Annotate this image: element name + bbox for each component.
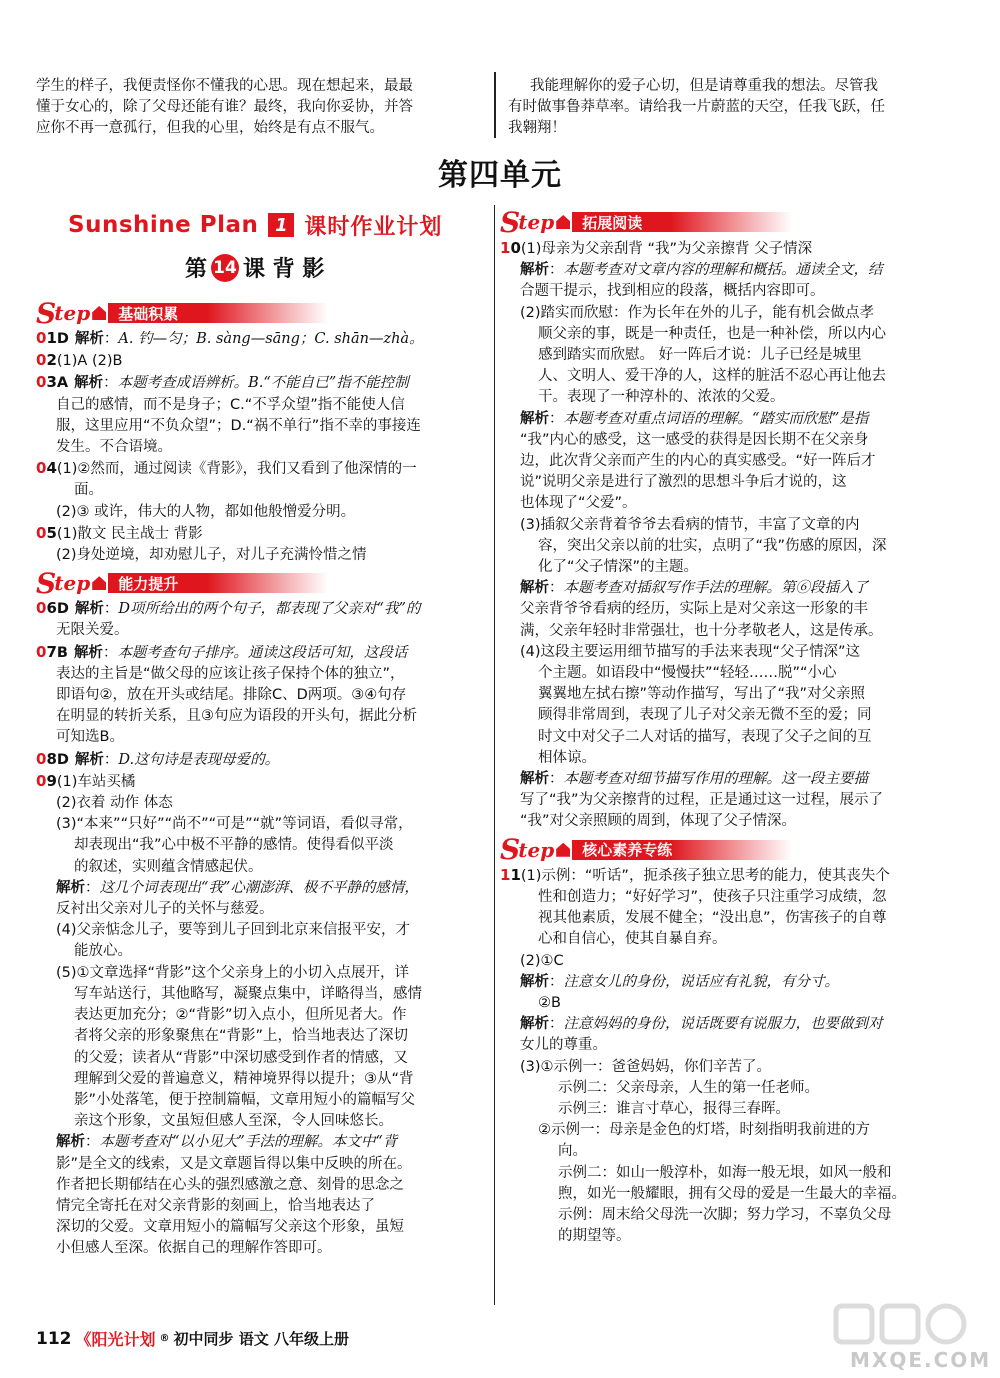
text-line xyxy=(36,685,484,706)
line-text: 表达的主旨是“做父母的应该让孩子保持个体的独立”， xyxy=(56,665,405,682)
text-line xyxy=(36,1175,484,1196)
line-text: 的期望等。 xyxy=(558,1228,631,1245)
line-text: 情完全寄托在对父亲背影的刻画上，恰当地表达了 xyxy=(56,1197,375,1214)
line-text: 却表现出“我”心中极不平静的感情。使得看似平淡 xyxy=(74,837,394,854)
question-number: 07 xyxy=(36,642,57,661)
line-text: “我”内心的感受，这一感受的获得是因长期不在父亲身 xyxy=(520,431,869,448)
question-line xyxy=(500,238,970,260)
text-line xyxy=(500,748,970,769)
line-text: 化了“父子情深”的主题。 xyxy=(538,559,699,576)
text-line xyxy=(36,1005,484,1026)
line-text: 说”说明父亲是进行了激烈的思想斗争后才说的，这 xyxy=(520,474,847,491)
text-line xyxy=(500,790,970,811)
step-s-glyph: S xyxy=(36,296,57,330)
text-line xyxy=(500,472,970,493)
plan-number-badge: 1 xyxy=(268,213,294,237)
text-line: 我翱翔！ xyxy=(508,120,566,137)
step-house-icon xyxy=(556,215,570,229)
text-line xyxy=(36,878,484,899)
question-number: 10 xyxy=(500,239,521,257)
text-line xyxy=(500,1035,970,1056)
line-text: 感到踏实而欣慰。 好一阵后才说：儿子已经是城里 xyxy=(538,347,862,364)
step-label: 基础积累 xyxy=(108,303,328,323)
line-text: 视其他素质，发展不健全；“没出息”，伤害孩子的自尊 xyxy=(538,910,887,927)
text-line xyxy=(500,972,970,993)
line-text: 无限关爱。 xyxy=(56,622,129,639)
line-text: 解析：本题考查对插叙写作手法的理解。第⑥段插入了 xyxy=(520,580,868,597)
question-line xyxy=(36,771,484,793)
text-line: 我能理解你的爱子心切，但是请尊重我的想法。尽管我 xyxy=(530,78,878,94)
step-house-icon xyxy=(92,306,106,320)
step-house-icon xyxy=(92,576,106,590)
line-text: 即语句②，放在开头或结尾。排除C、D两项。③④句存 xyxy=(56,687,407,704)
text-line xyxy=(500,599,970,620)
text-line xyxy=(500,908,970,929)
line-text: 满，父亲年轻时非常强壮，也十分孝敬老人，这是传承。 xyxy=(520,622,883,639)
question-line xyxy=(36,372,484,394)
question-number: 11 xyxy=(500,865,521,884)
line-text: 示例二：如山一般淳朴，如海一般无垠，如风一般和 xyxy=(558,1164,892,1181)
question-number: 06 xyxy=(36,599,57,618)
line-text: 人、文明人、爱干净的人，这样的脏活不忍心再让他去 xyxy=(538,368,886,385)
text-line xyxy=(500,1141,970,1162)
line-text: (2)衣着 动作 体态 xyxy=(56,795,173,812)
text-line xyxy=(500,324,970,345)
line-text: 服，这里应用“不负众望”；D.“祸不单行”指不幸的事接连 xyxy=(56,417,421,434)
line-text: 心和自信心，使其自暴自弃。 xyxy=(538,931,727,948)
text-line xyxy=(500,1163,970,1184)
page-number: 112 xyxy=(36,1328,72,1349)
unit-title: 第四单元 xyxy=(438,158,562,193)
text-line: 有时做事鲁莽草率。请给我一片蔚蓝的天空，任我飞跃，任 xyxy=(508,99,885,116)
text-line xyxy=(500,430,970,451)
line-text: 自己的感情，而不是身子；C.“不孚众望”指不能使人信 xyxy=(56,396,405,413)
text-line xyxy=(500,493,970,514)
question-line xyxy=(36,523,484,545)
text-line: 懂于女心的，除了父母还能有谁？最终，我向你妥协，并答 xyxy=(36,99,413,116)
text-line xyxy=(36,437,484,458)
line-text: (2)身处逆境，却劝慰儿子，对儿子充满怜惜之情 xyxy=(56,547,367,564)
line-text: 示例三：谁言寸草心，报得三春晖。 xyxy=(558,1100,790,1117)
text-line xyxy=(500,811,970,832)
question-line xyxy=(36,598,484,620)
question-number: 09 xyxy=(36,771,57,790)
text-line xyxy=(500,993,970,1014)
text-line xyxy=(500,663,970,684)
lesson-prefix: 第 xyxy=(185,257,208,282)
text-line xyxy=(500,929,970,950)
text-line xyxy=(36,1154,484,1175)
analysis-text: 本题考查对插叙写作手法的理解。第⑥段插入了 xyxy=(563,580,868,597)
text-line xyxy=(500,1078,970,1099)
line-text: (2)踏实而欣慰：作为长年在外的儿子，能有机会做点孝 xyxy=(520,304,875,321)
line-text: 示例二：父亲母亲，人生的第一任老师。 xyxy=(558,1079,819,1096)
line-text: 能放心。 xyxy=(74,943,132,960)
line-text: 个主题。如语段中“慢慢扶”“轻轻……脱”“小心 xyxy=(538,665,837,682)
line-text: (1)母亲为父亲刮背 “我”为父亲擦背 父子情深 xyxy=(520,241,813,257)
analysis-text: A. 钓—匀；B. sàng—sāng；C. shān—zhà。 xyxy=(118,331,424,347)
text-line xyxy=(500,727,970,748)
lesson-name: 课 背 影 xyxy=(243,257,325,282)
book-title: 初中同步 语文 八年级上册 xyxy=(173,1330,349,1348)
text-line xyxy=(500,1014,970,1035)
text-line xyxy=(36,1217,484,1238)
line-text: 解析：注意女儿的身份，说话应有礼貌，有分寸。 xyxy=(520,973,839,990)
line-text: 写车站送行，其他略写，凝聚点集中，详略得当，感情 xyxy=(74,985,422,1002)
text-line xyxy=(500,705,970,726)
line-text: 解析：本题考查对文章内容的理解和概括。通读全文，结 xyxy=(520,262,883,279)
line-text: 解析：A. 钓—匀；B. sàng—sāng；C. shān—zhà。 xyxy=(74,331,424,347)
line-text: 解析：D项所给出的两个句子，都表现了父亲对“我”的 xyxy=(74,601,421,618)
text-line xyxy=(500,621,970,642)
line-text: 小但感人至深。依据自己的理解作答即可。 xyxy=(56,1240,332,1257)
analysis-text: 这几个词表现出“我”心潮澎湃、极不平静的感情， xyxy=(99,879,419,896)
text-line xyxy=(500,515,970,536)
line-text: 的叙述，实则蕴含情感起伏。 xyxy=(74,858,263,875)
question-line xyxy=(36,350,484,372)
line-text: 相体谅。 xyxy=(538,749,596,766)
line-text: 在明显的转折关系，且③句应为语段的开头句，据此分析 xyxy=(56,708,417,725)
question-line xyxy=(36,458,484,480)
step-tep-glyph: tep xyxy=(54,571,91,596)
question-number: 08 xyxy=(36,749,57,768)
text-line xyxy=(500,1120,970,1141)
text-line xyxy=(36,793,484,814)
line-text: 影”是全文的线索，又是文章题旨得以集中反映的所在。 xyxy=(56,1155,412,1172)
text-line xyxy=(36,984,484,1005)
text-line xyxy=(36,1090,484,1111)
line-text: 解析：这几个词表现出“我”心潮澎湃、极不平静的感情， xyxy=(56,879,419,896)
line-text: 表达更加充分；②“背影”切入点小，但所见者大。作 xyxy=(74,1007,407,1024)
text-line xyxy=(36,835,484,856)
text-line xyxy=(500,536,970,557)
line-text: 示例：周末给父母洗一次脚；努力学习，不辜负父母 xyxy=(558,1206,892,1223)
text-line xyxy=(36,941,484,962)
text-line: 应你不再一意孤行，但我的心里，始终是有点不服气。 xyxy=(36,120,384,137)
text-line xyxy=(500,951,970,972)
line-text: 也体现了“父爱”。 xyxy=(520,495,637,512)
step-header-s2 xyxy=(36,568,484,598)
line-text: 影”小处落笔，便于控制篇幅，文章用短小的篇幅写父 xyxy=(74,1091,416,1108)
text-line xyxy=(36,1132,484,1153)
top-vertical-rule xyxy=(494,72,496,138)
question-number: 01 xyxy=(36,329,57,347)
line-text: 女儿的尊重。 xyxy=(520,1037,607,1054)
question-line xyxy=(500,865,970,887)
step-header-s4 xyxy=(500,835,970,865)
analysis-text: 本题考查句子排序。通读这段话可知，这段话 xyxy=(117,644,408,661)
text-line xyxy=(36,857,484,878)
line-text: 翼翼地左拭右擦”等动作描写，写出了“我”对父亲照 xyxy=(538,686,866,703)
line-text: 作者把长期郁结在心头的强烈感激之意、刻骨的思念之 xyxy=(56,1176,404,1193)
line-text: 容，突出父亲以前的壮实，点明了“我”伤感的原因，深 xyxy=(538,537,887,554)
question-number: 04 xyxy=(36,459,57,478)
text-line xyxy=(36,727,484,748)
step-label: 核心素养专练 xyxy=(572,840,792,860)
line-text: (1)示例：“听话”，扼杀孩子独立思考的能力，使其丧失个 xyxy=(520,867,890,884)
step-header-extended-reading xyxy=(500,207,792,237)
analysis-text: 注意妈妈的身份，说话既要有说服力，也要做到对 xyxy=(563,1016,883,1033)
sunshine-plan-header xyxy=(68,210,442,240)
answer-letter: D xyxy=(56,601,69,618)
line-text: 者将父亲的形象聚焦在“背影”上，恰当地表达了深切 xyxy=(74,1028,409,1045)
right-column xyxy=(500,238,970,1247)
step-s-glyph: S xyxy=(500,205,521,239)
text-line xyxy=(500,1057,970,1078)
line-text: 发生。不合语境。 xyxy=(56,439,172,456)
question-number: 02 xyxy=(36,351,57,370)
text-line xyxy=(500,387,970,408)
line-text: 解析：本题考查对重点词语的理解。“踏实而欣慰”是指 xyxy=(520,410,869,427)
answer-letter: D xyxy=(56,751,69,768)
analysis-text: 本题考查对重点词语的理解。“踏实而欣慰”是指 xyxy=(563,410,869,427)
text-line xyxy=(36,502,484,523)
text-line xyxy=(500,1226,970,1247)
analysis-text: 本题考查对“以小见大”手法的理解。本文中“背 xyxy=(99,1134,398,1151)
text-line xyxy=(36,1196,484,1217)
page-footer xyxy=(36,1327,349,1350)
text-line xyxy=(500,1205,970,1226)
text-line xyxy=(500,1184,970,1205)
line-text: 父亲背爷爷看病的经历，实际上是对父亲这一形象的丰 xyxy=(520,601,868,618)
text-line xyxy=(500,260,970,281)
line-text: 亲这个形象，文虽短但感人至深，令人回味悠长。 xyxy=(74,1113,393,1130)
line-text: (1)A (2)B xyxy=(56,353,123,370)
watermark-text: MXQE.COM xyxy=(850,1348,992,1372)
text-line xyxy=(36,1111,484,1132)
line-text: 解析：本题考查句子排序。通读这段话可知，这段话 xyxy=(73,644,408,661)
line-text: ②示例一：母亲是金色的灯塔，时刻指明我前进的方 xyxy=(538,1122,870,1139)
analysis-text: 注意女儿的身份，说话应有礼貌，有分寸。 xyxy=(563,973,839,990)
plan-chinese-title: 课时作业计划 xyxy=(304,214,443,240)
analysis-text: D.这句诗是表现母爱的。 xyxy=(118,751,280,768)
column-divider xyxy=(494,205,495,1305)
question-line xyxy=(36,749,484,771)
line-text: 解析：D.这句诗是表现母爱的。 xyxy=(74,751,280,768)
line-text: 的父爱；读者从“背影”中深切感受到作者的情感，又 xyxy=(74,1049,409,1066)
text-line xyxy=(500,578,970,599)
step-label: 能力提升 xyxy=(108,573,328,593)
line-text: 性和创造力；“好好学习”，使孩子只注重学习成绩，忽 xyxy=(538,888,887,905)
line-text: (5)①文章选择“背影”这个父亲身上的小切入点展开，详 xyxy=(56,964,410,981)
text-line xyxy=(500,366,970,387)
text-line xyxy=(500,557,970,578)
step-tep-glyph: tep xyxy=(518,837,555,862)
answer-letter: D xyxy=(56,331,69,347)
question-number: 03 xyxy=(36,373,57,392)
text-line xyxy=(36,480,484,501)
text-line xyxy=(500,887,970,908)
text-line: 学生的样子，我便责怪你不懂我的心思。现在想起来，最最 xyxy=(36,78,413,94)
line-text: 理解到父爱的普遍意义，精神境界得以提升；③从“背 xyxy=(74,1070,414,1087)
text-line xyxy=(36,899,484,920)
top-right-text xyxy=(508,76,968,140)
line-text: 反衬出父亲对儿子的关怀与慈爱。 xyxy=(56,901,274,918)
line-text: 边，此次背父亲而产生的内心的真实感受。“好一阵后才 xyxy=(520,453,876,470)
line-text: 写了“我”为父亲擦背的过程，正是通过这一过程，展示了 xyxy=(520,792,884,809)
line-text: 煦，如光一般耀眼，拥有父母的爱是一生最大的幸福。 xyxy=(558,1185,906,1202)
step-house-icon xyxy=(556,843,570,857)
line-text: (4)父亲惦念儿子，要等到儿子回到北京来信报平安，才 xyxy=(56,922,411,939)
line-text: (2)①C xyxy=(520,952,564,969)
text-line xyxy=(500,345,970,366)
line-text: 顾得非常周到，表现了儿子对父亲无微不至的爱；同 xyxy=(538,707,872,724)
lesson-number-badge: 14 xyxy=(211,254,239,282)
text-line xyxy=(36,395,484,416)
step-s-glyph: S xyxy=(36,566,57,600)
registered-mark: ® xyxy=(159,1333,170,1344)
line-text: ②B xyxy=(538,994,561,1011)
plan-english-title: Sunshine Plan xyxy=(68,212,259,238)
line-text: (3)“本来”“只好”“尚不”“可是”“就”等词语，看似寻常， xyxy=(56,816,413,833)
text-line xyxy=(500,769,970,790)
line-text: 面。 xyxy=(74,482,103,499)
text-line xyxy=(500,451,970,472)
question-line xyxy=(36,328,484,350)
question-number: 05 xyxy=(36,523,57,542)
answer-letter: B xyxy=(56,644,68,661)
line-text: “我”对父亲照顾的周到，体现了父子情深。 xyxy=(520,813,797,830)
line-text: 向。 xyxy=(558,1143,587,1160)
line-text: 解析：注意妈妈的身份，说话既要有说服力，也要做到对 xyxy=(520,1016,883,1033)
text-line xyxy=(36,706,484,727)
line-text: 干。表现了一种淳朴的、浓浓的父爱。 xyxy=(538,389,785,406)
text-line xyxy=(36,1048,484,1069)
analysis-text: 本题考查成语辨析。B.“不能自已”指不能控制 xyxy=(117,375,409,392)
line-text: (4)这段主要运用细节描写的手法来表现“父子情深”这 xyxy=(520,643,861,660)
line-text: 合题干提示，找到相应的段落，概括内容即可。 xyxy=(520,283,825,300)
line-text: (3)①示例一：爸爸妈妈，你们辛苦了。 xyxy=(520,1058,772,1075)
step-header-basic xyxy=(36,298,328,328)
analysis-text: D项所给出的两个句子，都表现了父亲对“我”的 xyxy=(118,601,421,618)
text-line xyxy=(36,963,484,984)
text-line xyxy=(500,303,970,324)
text-line xyxy=(36,416,484,437)
line-text: (1)散文 民主战士 背影 xyxy=(56,525,203,542)
analysis-text: 本题考查对文章内容的理解和概括。通读全文，结 xyxy=(563,262,883,279)
text-line xyxy=(500,1099,970,1120)
text-line xyxy=(36,664,484,685)
text-line xyxy=(500,684,970,705)
line-text: 深切的父爱。文章用短小的篇幅写父亲这个形象，虽短 xyxy=(56,1219,404,1236)
step-tep-glyph: tep xyxy=(54,301,91,325)
line-text: 解析：本题考查成语辨析。B.“不能自已”指不能控制 xyxy=(74,375,409,392)
text-line xyxy=(36,1069,484,1090)
line-text: 解析：本题考查对“以小见大”手法的理解。本文中“背 xyxy=(56,1134,398,1151)
text-line xyxy=(500,642,970,663)
text-line xyxy=(36,920,484,941)
text-line xyxy=(500,281,970,302)
text-line xyxy=(500,409,970,430)
line-text: 可知选B。 xyxy=(56,729,124,746)
text-line xyxy=(36,545,484,566)
left-column xyxy=(36,328,484,1260)
line-text: (1)车站买橘 xyxy=(56,773,136,790)
line-text: (3)插叙父亲背着爷爷去看病的情节，丰富了文章的内 xyxy=(520,516,860,533)
answer-letter: A xyxy=(56,375,69,392)
line-text: 时文中对父子二人对话的描写，表现了父子之间的互 xyxy=(538,728,872,745)
line-text: 顺父亲的事，既是一种责任，也是一种补偿，所以内心 xyxy=(538,325,886,342)
top-left-text xyxy=(36,76,486,140)
question-line xyxy=(36,642,484,664)
step-label: 拓展阅读 xyxy=(572,212,792,232)
text-line xyxy=(36,620,484,641)
step-tep-glyph: tep xyxy=(518,210,555,234)
analysis-text: 本题考查对细节描写作用的理解。这一段主要描 xyxy=(563,771,868,788)
text-line xyxy=(36,1238,484,1259)
text-line xyxy=(36,1026,484,1047)
line-text: 解析：本题考查对细节描写作用的理解。这一段主要描 xyxy=(520,771,868,788)
text-line xyxy=(36,814,484,835)
step-s-glyph: S xyxy=(500,833,521,867)
line-text: (2)③ 或许，伟大的人物，都如他般憎爱分明。 xyxy=(56,503,356,520)
lesson-title xyxy=(185,252,324,283)
line-text: (1)②然而，通过阅读《背影》，我们又看到了他深情的一 xyxy=(56,461,417,478)
brand-name: 《阳光计划 xyxy=(75,1330,156,1349)
